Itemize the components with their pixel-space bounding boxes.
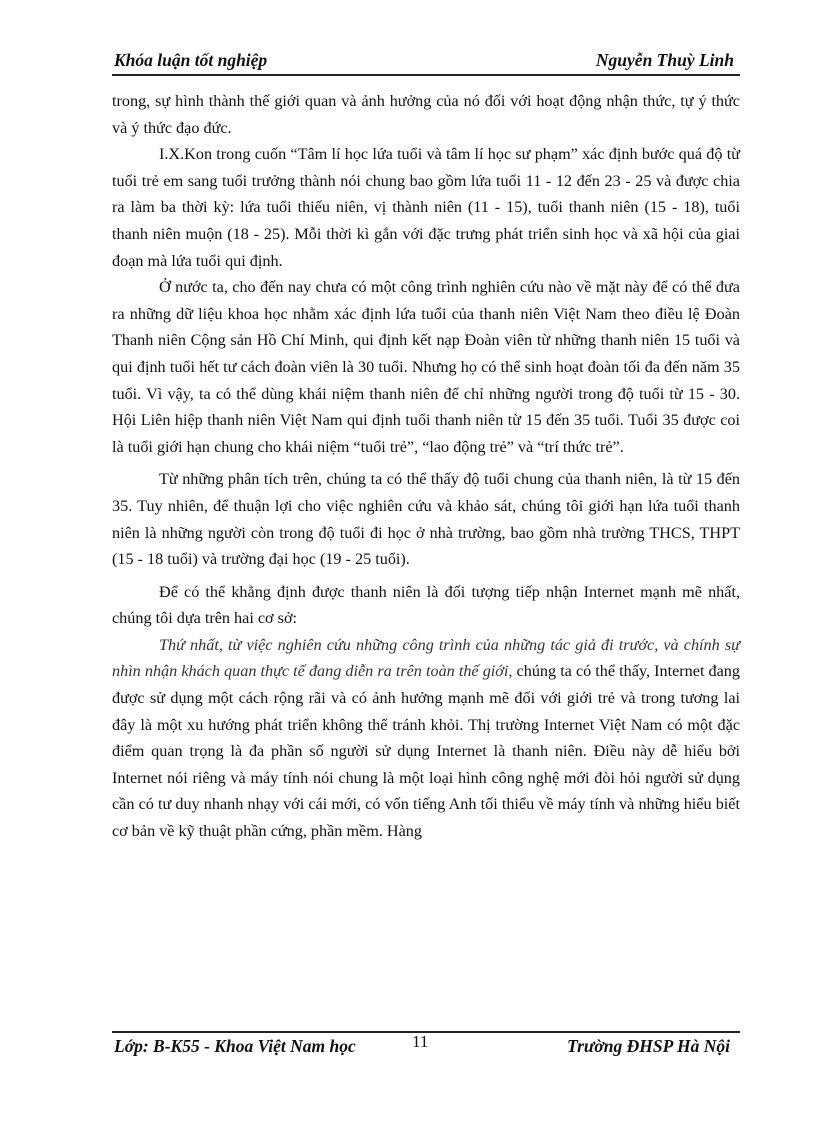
page-number: 11: [412, 1032, 429, 1051]
header-thesis-title: Khóa luận tốt nghiệp: [114, 50, 268, 70]
body-text: [112, 88, 740, 845]
paragraph-1: trong, sự hình thành thế giới quan và ảnh hưởng của nó đối với hoạt động nhận thức, tự ý thức và ý thức đạo đức.: [112, 92, 740, 137]
paragraph-2: I.X.Kon trong cuốn “Tâm lí học lứa tuổi và tâm lí học sư phạm” xác định bước quá độ từ tuổi trẻ em sang tuổi trưởng thành nói chung bao gồm lứa tuổi 11 - 12 đến 23 - 25 và được chia ra làm ba thời kỳ: lứa tuổi thiếu niên, vị thành niên (11 - 15), tuổi thanh niên (15 - 18), tuổi thanh niên muộn (18 - 25). Mỗi thời kì gắn với đặc trưng phát triển sinh học và xã hội của giai đoạn mà lứa tuổi qui định.: [112, 145, 740, 270]
paragraph-3: Ở nước ta, cho đến nay chưa có một công trình nghiên cứu nào về mặt này để có thể đưa ra những dữ liệu khoa học nhằm xác định lứa tuổi của thanh niên Việt Nam theo điều lệ Đoàn Thanh niên Cộng sản Hồ Chí Minh, qui định kết nạp Đoàn viên từ những thanh niên 15 tuổi và qui định tuổi hết tư cách đoàn viên là 30 tuổi. Nhưng họ có thể sinh hoạt đoàn tối đa đến năm 35 tuổi. Vì vậy, ta có thể dùng khái niệm thanh niên để chỉ những người trong độ tuổi từ 15 - 30. Hội Liên hiệp thanh niên Việt Nam qui định tuổi thanh niên từ 15 đến 35 tuổi. Tuổi 35 được coi là tuổi giới hạn chung cho khái niệm “tuổi trẻ”, “lao động trẻ” và “trí thức trẻ”.: [112, 278, 740, 456]
header-author-name: Nguyễn Thuỳ Linh: [595, 50, 734, 70]
running-footer: [112, 1032, 740, 1062]
paragraph-6: [112, 632, 740, 845]
footer-university: Trường ĐHSP Hà Nội: [567, 1036, 730, 1056]
paragraph-5: Để có thể khẳng định được thanh niên là đối tượng tiếp nhận Internet mạnh mẽ nhất, chúng tôi dựa trên hai cơ sở:: [112, 582, 740, 628]
paragraph-6-text: chúng ta có thể thấy, Internet đang được sử dụng một cách rộng rãi và có ảnh hưởng mạnh mẽ đối với giới trẻ và trong tương lai đây là một xu hướng phát triển không thể tránh khỏi. Thị trường Internet Việt Nam có một đặc điểm quan trọng là đa phần số người sử dụng Internet là thanh niên. Điều này dễ hiểu bởi Internet nói riêng và máy tính nói chung là một loại hình công nghệ mới đòi hỏi người sử dụng cần có tư duy nhanh nhạy với cái mới, có vốn tiếng Anh tối thiểu về máy tính và những hiểu biết cơ bản về kỹ thuật phần cứng, phần mềm. Hàng: [112, 662, 740, 841]
footer-class-info: Lớp: B-K55 - Khoa Việt Nam học: [114, 1036, 356, 1056]
header-rule: [112, 74, 740, 76]
italic-lead-text: Thứ nhất, từ việc nghiên cứu những công trình của những tác giả đi trước, và chính sự nhìn nhận khách quan thực tế đang diễn ra trên toàn thế giới,: [112, 635, 740, 681]
paragraph-4: Từ những phân tích trên, chúng ta có thể thấy độ tuổi chung của thanh niên, là từ 15 đến 35. Tuy nhiên, để thuận lợi cho việc nghiên cứu và khảo sát, chúng tôi giới hạn lứa tuổi thanh niên là những người còn trong độ tuổi đi học ở nhà trường, bao gồm nhà trường THCS, THPT (15 - 18 tuổi) và trường đại học (19 - 25 tuổi).: [112, 470, 740, 569]
running-header: [112, 50, 740, 74]
